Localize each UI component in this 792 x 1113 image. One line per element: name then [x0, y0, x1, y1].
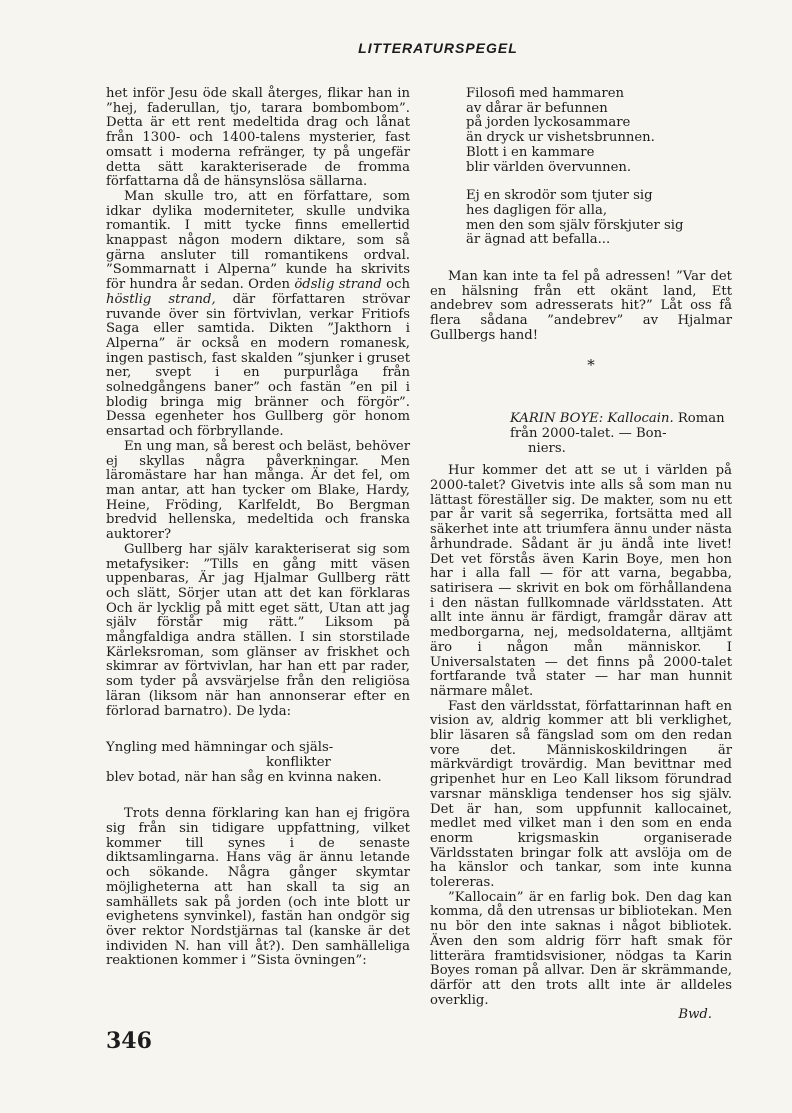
text-run: och [381, 277, 411, 293]
verse-line: Filosofi med hammaren [466, 86, 624, 101]
verse-line: på jorden lyckosammare [466, 115, 631, 131]
verse-line: än dryck ur vishetsbrunnen. [466, 130, 655, 146]
page-number: 346 [106, 1028, 152, 1054]
review-details: niers. [528, 440, 566, 456]
verse-line: men den som själv förskjuter sig [466, 217, 684, 233]
italic-run: ödslig strand [294, 277, 382, 293]
paragraph: Hur kommer det att se ut i världen på 2000-talet? Givetvis inte alls så som man nu lättast föreställer sig. De makter, som nu ett par år varit så segerrika, fortsätta med all säkerhet inte att triumfera ännu under nästa århundrade. Sådant är ju ändå inte livet! Det vet förstås även Karin Boye, men hon har i alla fall — för att varna, begabba, satirisera — skrivit en bok om förhållandena i den nästan fullkomnade världsstaten. Att allt inte ännu är färdigt, framgår därav att medborgarna, nej, medsoldaterna, alltjämt äro i någon mån människor. I Universalstaten — det finns på 2000-talet fortfarande två stater — har man hunnit närmare målet. [430, 463, 732, 699]
running-header: LITTERATURSPEGEL [358, 40, 518, 56]
paragraph: het inför Jesu öde skall återges, flikar han in ”hej, faderullan, tjo, tarara bombombom”. Detta är ett rent medeltida drag och lånat från 1300- och 1400-talens mysterier, fast omsatt i moderna refränger, ty på ungefär detta sätt karakteriserade de fromma författarna då de hänsynslösa sällarna. [106, 86, 410, 190]
italic-run: höstlig strand, [106, 291, 216, 307]
verse-line: Ej en skrodör som tjuter sig [466, 188, 653, 204]
verse-line: hes dagligen för alla, [466, 202, 608, 218]
verse-line: Blott i en kammare [466, 144, 595, 160]
verse-line: blir världen övervunnen. [466, 159, 632, 175]
paragraph: Gullberg har själv karakteriserat sig som metafysiker: ”Tills en gång mitt väsen uppenbaras, Är jag Hjalmar Gullberg rätt och slätt, Sörjer utan att det kan förklaras Och är lycklig på mitt eget sätt, Utan att jag själv förstår mig rätt.” Liksom på mångfaldiga andra ställen. I sin storstilade Kärleksroman, som glänser av friskhet och skimrar av förtvivlan, har han ett par rader, som tyder på avsvärjelse från den religiösa läran (liksom när han annonserar efter en förlorad barnatro). De lyda: [106, 541, 410, 719]
paragraph [106, 190, 410, 440]
verse-quote [106, 741, 410, 785]
signature: Bwd. [678, 1007, 712, 1023]
verse-line: konflikter [266, 754, 331, 770]
verse-line: Yngling med hämningar och själs- [106, 740, 334, 756]
text-run: där författaren strövar ruvande över sin förtvivlan, verkar Fritiofs Saga eller samtida. Dikten ”Jakthorn i Alperna” är också en modern romanesk, ingen pastisch, fast skalden ”sjunker i gruset ner, svept i en purpurlåga från solnedgångens baner” och fastän ”en pil i blodig bringa mig bränner och förgör”. Dessa egenheter hos Gullberg gör honom ensartad och förbryllande. [106, 291, 410, 440]
verse-line: blev botad, när han såg en kvinna naken. [106, 769, 382, 785]
paragraph: ”Kallocain” är en farlig bok. Den dag kan komma, då den utrensas ur bibliotekan. Men nu bör den inte saknas i något bibliotek. Även den som aldrig förr haft smak för litterära framtidsvisioner, nödgas ta Karin Boyes roman på allvar. Den är skrämmande, därför att den trots allt inte är alldeles overklig. [430, 889, 732, 1008]
right-column [430, 87, 732, 1023]
review-details: Roman från 2000-talet. — Bon- [510, 411, 725, 441]
verse-stanza-1 [430, 87, 732, 175]
left-column [106, 87, 410, 969]
paragraph: Fast den världsstat, författarinnan haft en vision av, aldrig kommer att bli verklighet, blir läsaren så fängslad som om den redan vore det. Människoskildringen är märkvärdigt trovärdig. Man bevittnar med gripenhet hur en Leo Kall liksom förundrad varsnar mänskliga tendenser hos sig själv. Det är han, som uppfunnit kallocainet, medlet med vilket man i den som en enda enorm krigsmaskin organiserade Världsstaten bringar folk att avslöja om de ha känslor och tankar, som inte kunna tolereras. [430, 698, 732, 891]
paragraph: Man kan inte ta fel på adressen! ”Var det en hälsning från ett okänt land, Ett andebrev som adresserats hit?” Låt oss få flera sådana ”andebrev” av Hjalmar Gullbergs hand! [430, 269, 732, 343]
review-author-title: KARIN BOYE: Kallocain. [510, 411, 674, 427]
verse-line: är ägnad att befalla... [466, 232, 611, 248]
text-run: Man skulle tro, att en författare, som idkar dylika moderniteter, skulle undvika romantik. I mitt tycke finns emellertid knappast någon modern diktare, som så gärna ansluter till romantikens ordval. ”Sommarnatt i Alperna” kunde ha skrivits för hundra år sedan. Orden [106, 188, 410, 293]
section-separator: * [587, 355, 595, 374]
review-heading [430, 412, 732, 456]
paragraph: Trots denna förklaring kan han ej frigöra sig från sin tidigare uppfattning, vilket kommer till synes i de senaste diktsamlingarna. Hans väg är ännu letande och sökande. Några gånger skymtar möjligheterna att han skall ta sig an samhällets sak på jorden (och inte blott ur evighetens synvinkel), fastän han ondgör sig över rektor Nordstjärnas tal (kanske är det individen N. han vill åt?). Den samhälleliga reaktionen kommer i ”Sista övningen”: [106, 806, 410, 969]
paragraph: En ung man, så berest och beläst, behöver ej skyllas några påverkningar. Men läromästare har han många. Är det fel, om man antar, att han tycker om Blake, Hardy, Heine, Fröding, Karlfeldt, Bo Bergman bredvid hellenska, medeltida och franska auktorer? [106, 438, 410, 543]
verse-stanza-2 [430, 189, 732, 248]
verse-line: av dårar är befunnen [466, 100, 608, 116]
